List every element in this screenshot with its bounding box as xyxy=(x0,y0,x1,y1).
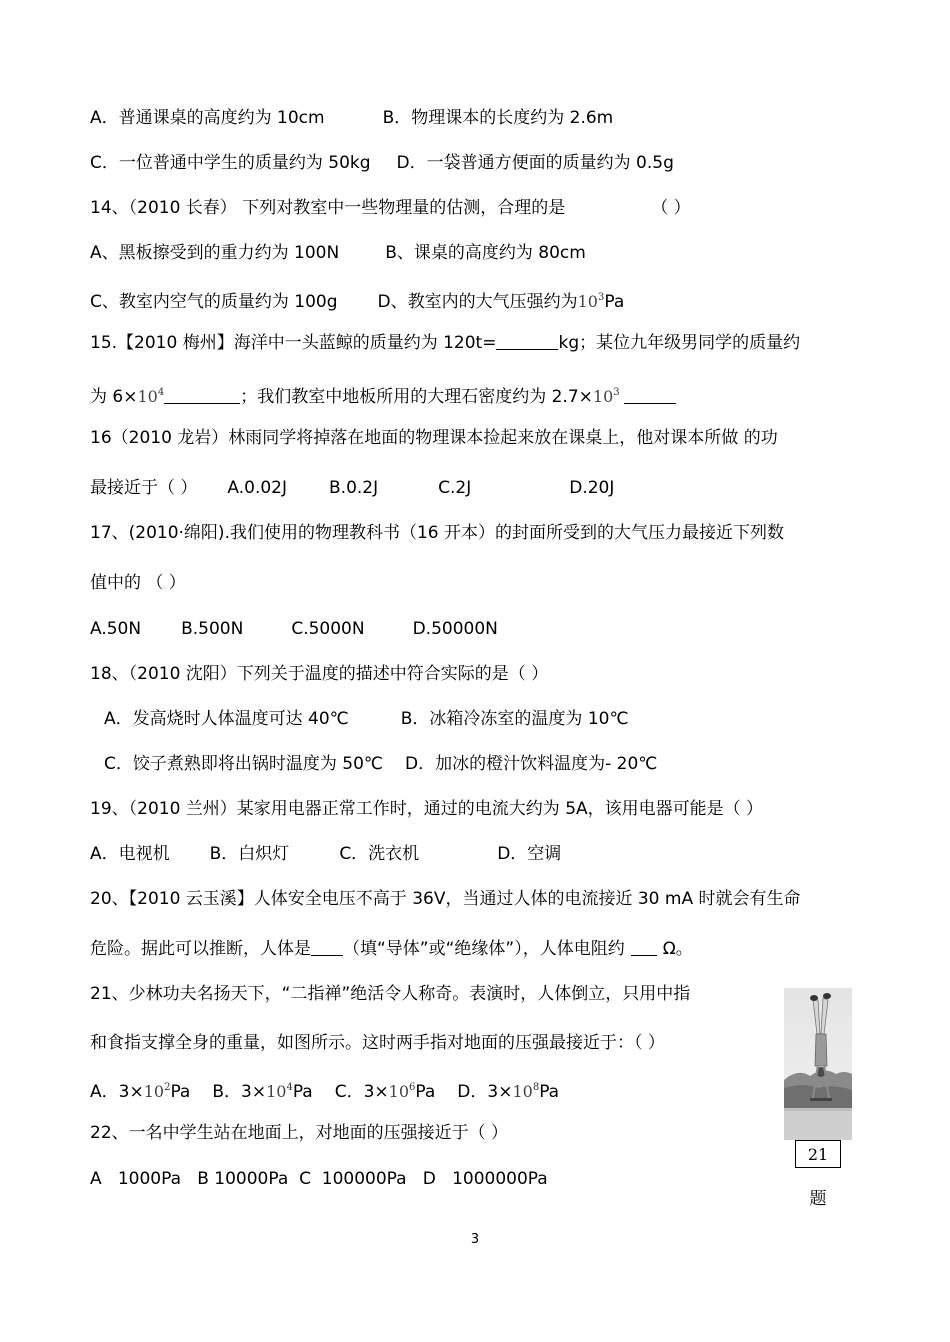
question-16: 16（2010 龙岩）林雨同学将掉落在地面的物理课本捡起来放在课桌上，他对课本所做 的功 xyxy=(90,428,778,448)
question-21-cont: 和食指支撑全身的重量，如图所示。这时两手指对地面的压强最接近于：（ ） xyxy=(90,1033,665,1053)
question-21-options: A．$3\times 10^2Pa$ B．$3\times 10^4Pa$ C．$3\times 10^6Pa$ D．$3\times 10^8Pa$ xyxy=(90,1082,560,1102)
question-15-cont: 为 $6\times 10^4$ ；我们教室中地板所用的大理石密度约为 $2.7\times 10^3$ xyxy=(90,382,676,408)
answer-blank[interactable] xyxy=(496,333,558,350)
question-22: 22、一名中学生站在地面上，对地面的压强接近于（ ） xyxy=(90,1123,509,1143)
figure-number-box: 21 xyxy=(795,1140,841,1168)
question-20: 20、【2010 云玉溪】人体安全电压不高于 36V，当通过人体的电流接近 30 mA 时就会有生命 xyxy=(90,889,801,909)
question-19-options: A．电视机 B．白炽灯 C．洗衣机 D．空调 xyxy=(90,844,562,864)
question-19: 19、（2010 兰州）某家用电器正常工作时，通过的电流大约为 5A，该用电器可能是（ ） xyxy=(90,799,764,819)
answer-blank[interactable] xyxy=(311,939,343,956)
option-line-13ab: A．普通课桌的高度约为 10cm B．物理课本的长度约为 2.6m xyxy=(90,108,614,128)
question-17-options: A.50N B.500N C.5000N D.50000N xyxy=(90,619,498,639)
answer-blank[interactable] xyxy=(631,939,657,956)
option-line-14ab: A、黑板擦受到的重力约为 100N B、课桌的高度约为 80cm xyxy=(90,243,586,263)
question-20-cont: 危险。据此可以推断，人体是 （填“导体”或“绝缘体”），人体电阻约 Ω。 xyxy=(90,939,693,959)
question-18: 18、（2010 沈阳）下列关于温度的描述中符合实际的是（ ） xyxy=(90,664,549,684)
question-14: 14、（2010 长春） 下列对教室中一些物理量的估测，合理的是 （ ） xyxy=(90,198,691,218)
answer-blank[interactable] xyxy=(624,387,676,404)
answer-blank[interactable] xyxy=(164,387,240,404)
question-16-options: 最接近于（ ） A.0.02J B.0.2J C.2J D.20J xyxy=(90,478,615,498)
question-17: 17、(2010·绵阳).我们使用的物理教科书（16 开本）的封面所受到的大气压力最接近下列数 xyxy=(90,523,785,543)
question-15: 15.【2010 梅州】海洋中一头蓝鲸的质量约为 120t= kg；某位九年级男同学的质量约 xyxy=(90,333,801,353)
handstand-photo xyxy=(784,988,852,1140)
question-17-cont: 值中的 （ ） xyxy=(90,573,186,593)
figure-label: 题 xyxy=(809,1189,827,1209)
option-line-14cd: C、教室内空气的质量约为 100g D、教室内的大气压强约为$10^3Pa$ xyxy=(90,292,625,312)
question-21: 21、少林功夫名扬天下，“二指禅”绝活令人称奇。表演时，人体倒立，只用中指 xyxy=(90,984,691,1004)
question-22-options: A 1000Pa B 10000Pa C 100000Pa D 1000000Pa xyxy=(90,1169,548,1189)
option-line-13cd: C．一位普通中学生的质量约为 50kg D．一袋普通方便面的质量约为 0.5g xyxy=(90,153,674,173)
option-line-18cd: C．饺子煮熟即将出锅时温度为 50℃ D．加冰的橙汁饮料温度为- 20℃ xyxy=(104,754,658,774)
page-number: 3 xyxy=(470,1232,480,1247)
option-line-18ab: A．发高烧时人体温度可达 40℃ B．冰箱冷冻室的温度为 10℃ xyxy=(104,709,629,729)
